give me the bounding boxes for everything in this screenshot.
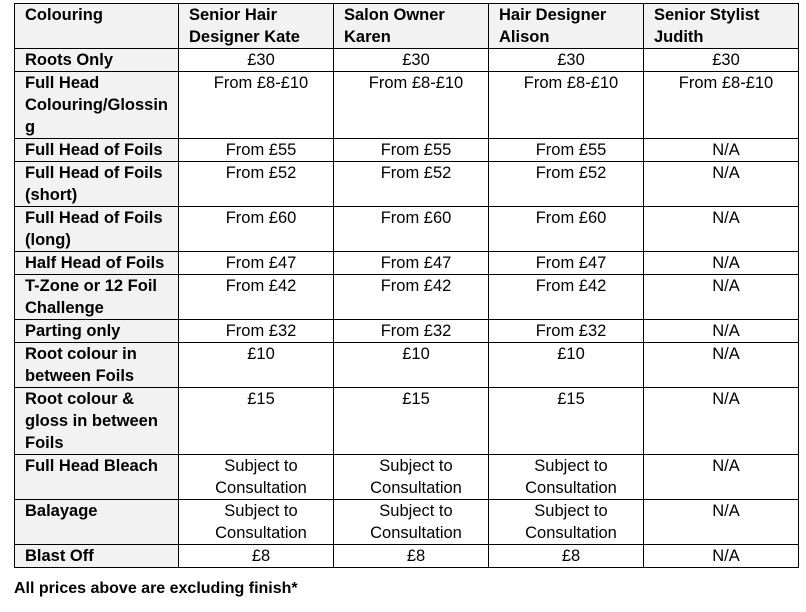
header-kate: Senior Hair Designer Kate <box>179 4 334 49</box>
price-cell: £15 <box>489 388 644 455</box>
header-alison: Hair Designer Alison <box>489 4 644 49</box>
table-row <box>15 500 799 545</box>
service-name: Full Head of Foils (long) <box>15 207 179 252</box>
price-cell: £8 <box>334 545 489 568</box>
price-cell: £10 <box>179 343 334 388</box>
price-cell: From £60 <box>489 207 644 252</box>
header-judith: Senior Stylist Judith <box>644 4 799 49</box>
service-name: Balayage <box>15 500 179 545</box>
price-cell: N/A <box>644 320 799 343</box>
price-cell: Subject to Consultation <box>179 455 334 500</box>
price-cell: From £47 <box>489 252 644 275</box>
service-name: Root colour & gloss in between Foils <box>15 388 179 455</box>
price-cell: From £47 <box>334 252 489 275</box>
price-cell: £30 <box>489 49 644 72</box>
price-cell: From £8-£10 <box>644 72 799 139</box>
price-cell: Subject to Consultation <box>334 500 489 545</box>
price-cell: £15 <box>179 388 334 455</box>
table-row <box>15 275 799 320</box>
header-karen: Salon Owner Karen <box>334 4 489 49</box>
service-name: Root colour in between Foils <box>15 343 179 388</box>
table-row <box>15 49 799 72</box>
price-cell: N/A <box>644 343 799 388</box>
price-table-body <box>15 4 799 568</box>
table-row <box>15 139 799 162</box>
price-cell: From £42 <box>489 275 644 320</box>
price-cell: £10 <box>334 343 489 388</box>
price-cell: From £8-£10 <box>334 72 489 139</box>
service-name: Full Head of Foils <box>15 139 179 162</box>
table-row <box>15 343 799 388</box>
service-name: Roots Only <box>15 49 179 72</box>
price-cell: From £60 <box>179 207 334 252</box>
price-cell: From £32 <box>489 320 644 343</box>
price-cell: N/A <box>644 275 799 320</box>
table-row <box>15 207 799 252</box>
footnote: All prices above are excluding finish* <box>14 580 298 597</box>
table-row <box>15 320 799 343</box>
price-cell: From £8-£10 <box>489 72 644 139</box>
price-cell: From £55 <box>334 139 489 162</box>
price-cell: N/A <box>644 139 799 162</box>
service-name: Blast Off <box>15 545 179 568</box>
price-cell: Subject to Consultation <box>489 455 644 500</box>
service-name: Half Head of Foils <box>15 252 179 275</box>
price-cell: Subject to Consultation <box>489 500 644 545</box>
price-cell: From £42 <box>334 275 489 320</box>
service-name: Full Head Bleach <box>15 455 179 500</box>
table-row <box>15 545 799 568</box>
price-cell: £10 <box>489 343 644 388</box>
price-cell: £30 <box>179 49 334 72</box>
table-row <box>15 388 799 455</box>
table-row <box>15 72 799 139</box>
table-row <box>15 162 799 207</box>
price-cell: N/A <box>644 162 799 207</box>
price-cell: From £52 <box>334 162 489 207</box>
price-cell: From £55 <box>489 139 644 162</box>
price-cell: Subject to Consultation <box>334 455 489 500</box>
service-name: T-Zone or 12 Foil Challenge <box>15 275 179 320</box>
price-cell: £8 <box>179 545 334 568</box>
price-cell: From £32 <box>179 320 334 343</box>
price-table <box>14 3 799 568</box>
price-cell: £30 <box>644 49 799 72</box>
price-cell: From £60 <box>334 207 489 252</box>
price-cell: £30 <box>334 49 489 72</box>
table-row <box>15 252 799 275</box>
table-row <box>15 455 799 500</box>
price-cell: From £42 <box>179 275 334 320</box>
service-name: Full Head of Foils (short) <box>15 162 179 207</box>
service-name: Parting only <box>15 320 179 343</box>
price-cell: N/A <box>644 388 799 455</box>
price-cell: From £8-£10 <box>179 72 334 139</box>
price-cell: From £52 <box>179 162 334 207</box>
price-cell: N/A <box>644 545 799 568</box>
price-cell: From £55 <box>179 139 334 162</box>
price-cell: N/A <box>644 252 799 275</box>
price-cell: £8 <box>489 545 644 568</box>
price-cell: Subject to Consultation <box>179 500 334 545</box>
price-cell: N/A <box>644 455 799 500</box>
price-cell: £15 <box>334 388 489 455</box>
header-colouring: Colouring <box>15 4 179 49</box>
price-cell: N/A <box>644 207 799 252</box>
service-name: Full Head Colouring/Glossing <box>15 72 179 139</box>
price-cell: From £32 <box>334 320 489 343</box>
price-cell: From £47 <box>179 252 334 275</box>
price-cell: From £52 <box>489 162 644 207</box>
table-header-row <box>15 4 799 49</box>
price-cell: N/A <box>644 500 799 545</box>
